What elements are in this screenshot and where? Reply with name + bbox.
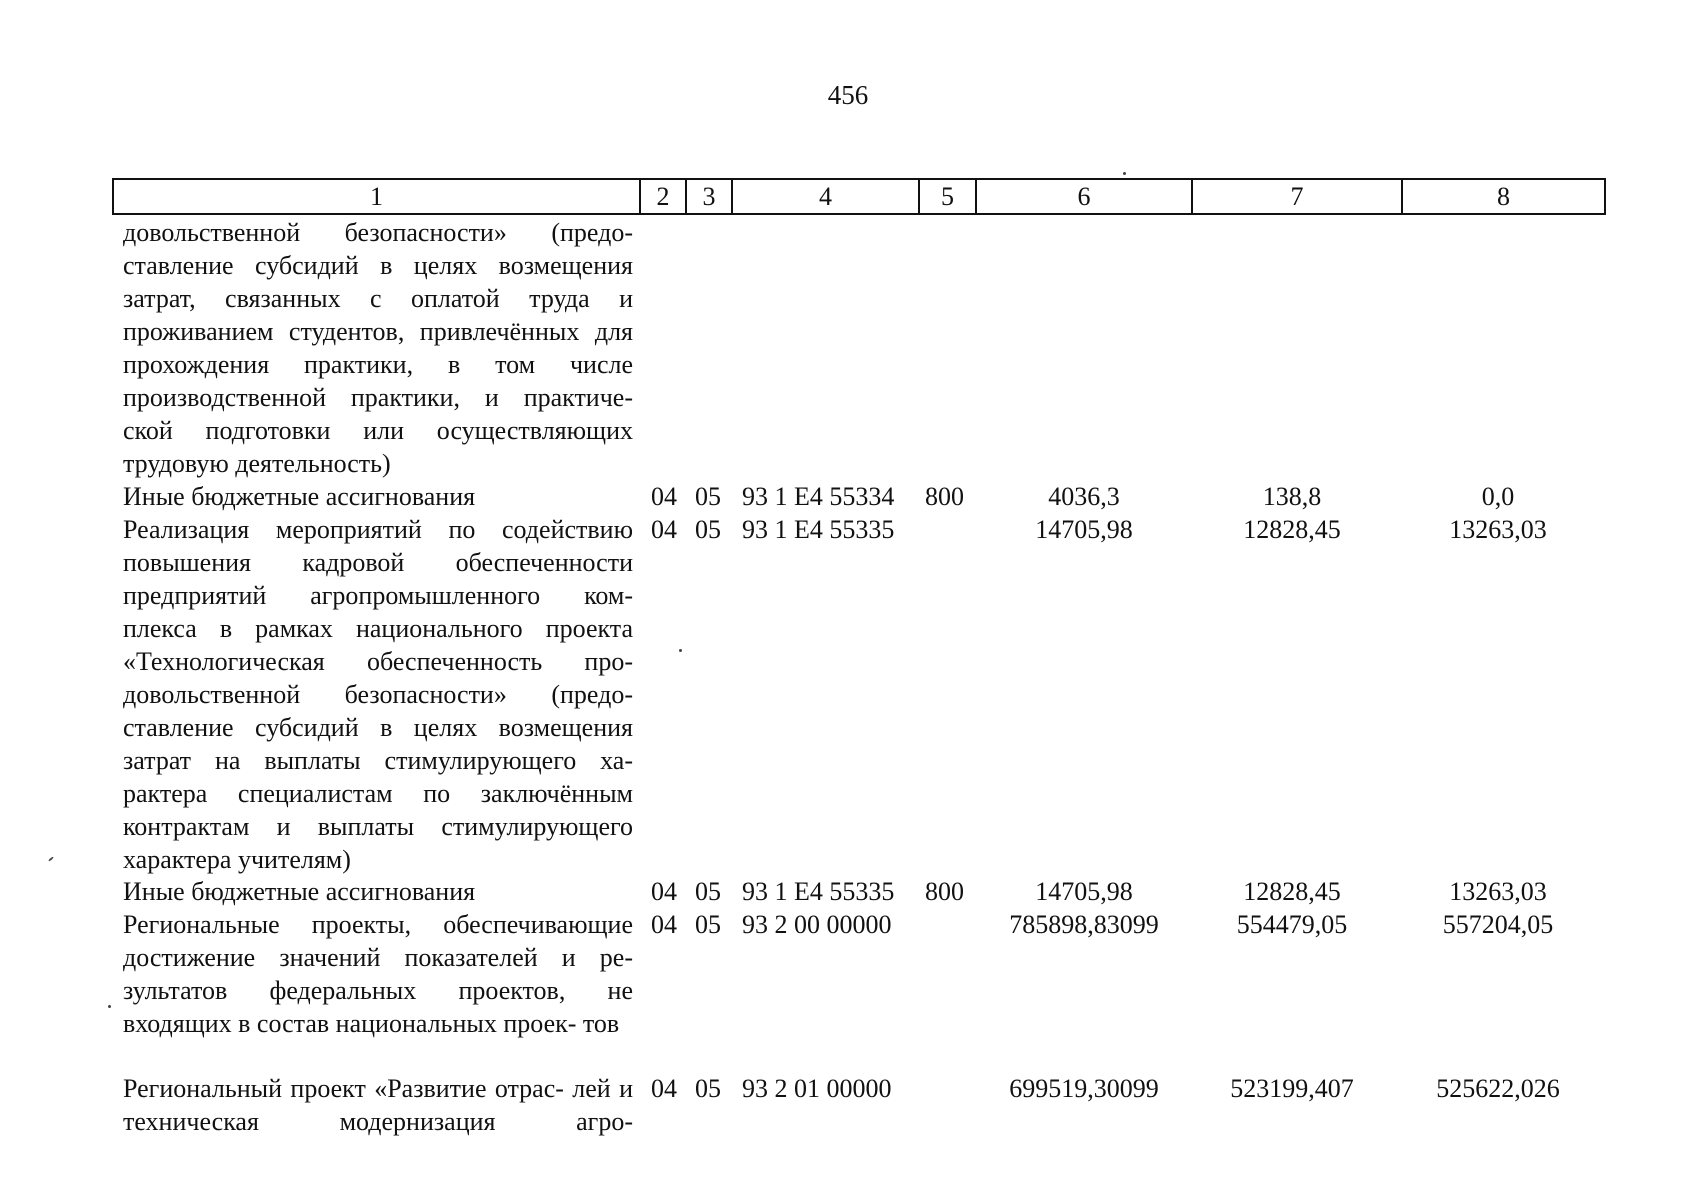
amount-col-7: 138,8 xyxy=(1262,482,1322,511)
target-article-code: 93 2 00 00000 xyxy=(742,910,892,939)
amount-col-7: 12828,45 xyxy=(1243,515,1341,544)
row-description: Региональный проект «Развитие отрас- лей и техническая модернизация агро- xyxy=(123,1074,633,1136)
amount-col-7: 523199,407 xyxy=(1230,1074,1354,1103)
subsection-code: 05 xyxy=(695,482,721,511)
amount-col-7: 554479,05 xyxy=(1236,910,1348,939)
amount-col-7: 12828,45 xyxy=(1243,877,1341,906)
expense-type-code: 800 xyxy=(925,482,964,511)
amount-col-8: 525622,026 xyxy=(1436,1074,1560,1103)
amount-col-6: 785898,83099 xyxy=(1009,910,1159,939)
header-col-3: 3 xyxy=(686,179,732,214)
section-code: 04 xyxy=(651,482,677,511)
scan-speck xyxy=(108,1005,111,1008)
subsection-code: 05 xyxy=(695,1074,721,1103)
row-description: довольственной безопасности» (предо- ставление субсидий в целях возмещения затрат, связанных с оплатой труда и проживанием студентов, привлечённых для прохождения практики, в том числе производственной практики, и практиче- ской подготовки или осуществляющих трудовую деятельность) xyxy=(123,218,633,478)
header-col-4: 4 xyxy=(732,179,919,214)
row-description: Иные бюджетные ассигнования xyxy=(123,877,476,906)
target-article-code: 93 1 Е4 55334 xyxy=(742,482,895,511)
expense-type-code: 800 xyxy=(925,877,964,906)
amount-col-8: 0,0 xyxy=(1481,482,1515,511)
row-description: Иные бюджетные ассигнования xyxy=(123,482,476,511)
page-number: 456 xyxy=(827,80,869,110)
section-code: 04 xyxy=(651,910,677,939)
subsection-code: 05 xyxy=(695,910,721,939)
scan-speck xyxy=(1123,172,1126,175)
header-col-6: 6 xyxy=(976,179,1192,214)
target-article-code: 93 2 01 00000 xyxy=(742,1074,892,1103)
amount-col-8: 557204,05 xyxy=(1442,910,1554,939)
subsection-code: 05 xyxy=(695,877,721,906)
scan-speck xyxy=(48,856,54,861)
amount-col-8: 13263,03 xyxy=(1449,515,1547,544)
amount-col-6: 14705,98 xyxy=(1035,877,1133,906)
amount-col-6: 4036,3 xyxy=(1048,482,1120,511)
header-col-8: 8 xyxy=(1402,179,1605,214)
row-description: Региональные проекты, обеспечивающие достижение значений показателей и ре- зультатов федеральных проектов, не входящих в состав национальных проек- тов xyxy=(123,910,633,1038)
header-col-1: 1 xyxy=(113,179,640,214)
amount-col-6: 699519,30099 xyxy=(1009,1074,1159,1103)
amount-col-8: 13263,03 xyxy=(1449,877,1547,906)
header-row xyxy=(113,179,1605,214)
column-header-table xyxy=(112,178,1606,215)
target-article-code: 93 1 Е4 55335 xyxy=(742,515,895,544)
subsection-code: 05 xyxy=(695,515,721,544)
section-code: 04 xyxy=(651,877,677,906)
target-article-code: 93 1 Е4 55335 xyxy=(742,877,895,906)
header-col-7: 7 xyxy=(1192,179,1402,214)
header-col-5: 5 xyxy=(919,179,976,214)
row-description: Реализация мероприятий по содействию повышения кадровой обеспеченности предприятий агропромышленного ком- плекса в рамках национального проекта «Технологическая обеспеченность про- довольственной безопасности» (предо- ставление субсидий в целях возмещения затрат на выплаты стимулирующего ха- рактера специалистам по заключённым контрактам и выплаты стимулирующего характера учителям) xyxy=(123,515,633,874)
scan-speck xyxy=(679,649,682,652)
section-code: 04 xyxy=(651,1074,677,1103)
section-code: 04 xyxy=(651,515,677,544)
header-col-2: 2 xyxy=(640,179,686,214)
amount-col-6: 14705,98 xyxy=(1035,515,1133,544)
